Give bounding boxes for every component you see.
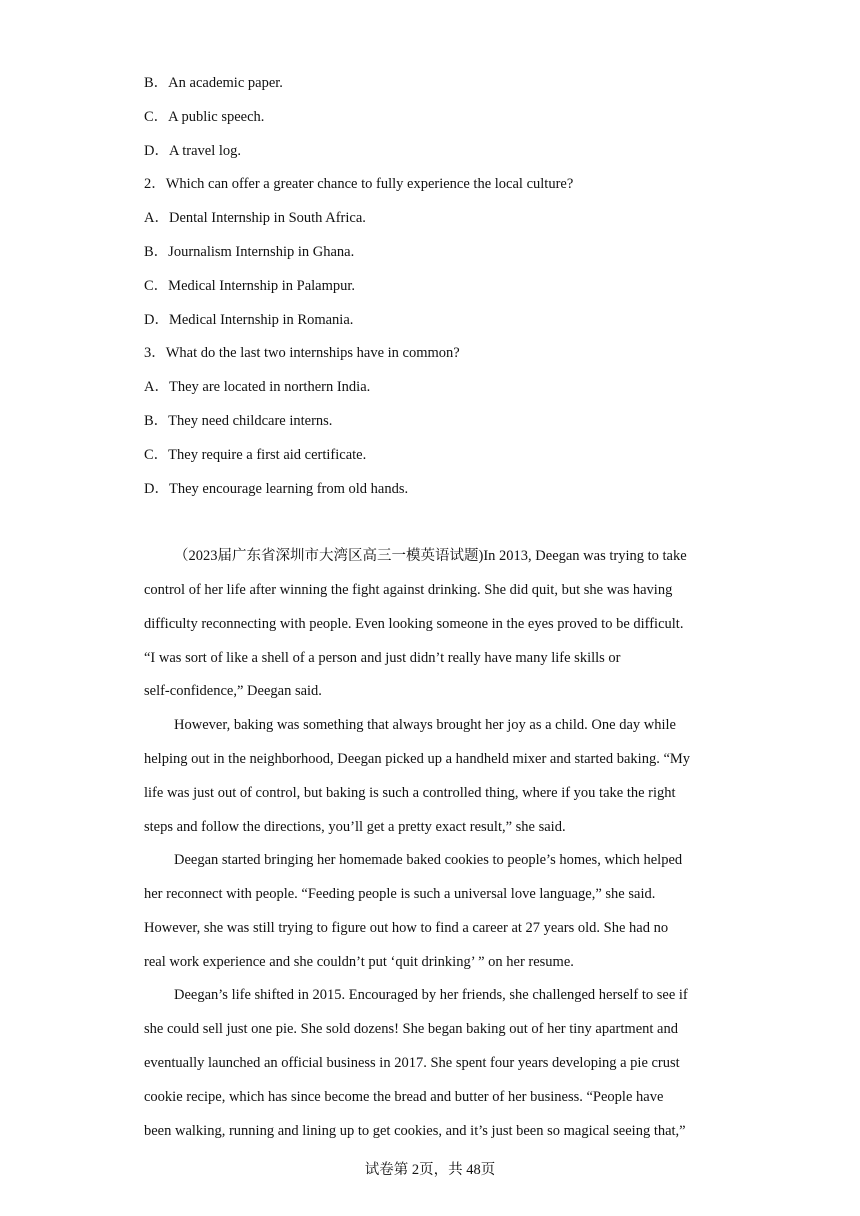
passage-line: Deegan started bringing her homemade baked cookies to people’s homes, which helped [174, 852, 683, 868]
passage-line: helping out in the neighborhood, Deegan picked up a handheld mixer and started baking. “My [144, 751, 691, 767]
passage-line: eventually launched an official business in 2017. She spent four years developing a pie crust [144, 1055, 680, 1071]
passage-line: control of her life after winning the fight against drinking. She did quit, but she was having [144, 582, 673, 598]
q2-option-c: C．Medical Internship in Palampur. [144, 278, 356, 294]
passage-line: steps and follow the directions, you’ll get a pretty exact result,” she said. [144, 819, 566, 835]
passage-line: However, baking was something that always brought her joy as a child. One day while [174, 717, 676, 733]
q2-option-b: B．Journalism Internship in Ghana. [144, 244, 355, 260]
q3-option-b: B．They need childcare interns. [144, 413, 333, 429]
q1-option-c: C．A public speech. [144, 109, 265, 125]
q3-stem: 3．What do the last two internships have in common? [144, 345, 460, 361]
passage-line: her reconnect with people. “Feeding people is such a universal love language,” she said. [144, 886, 656, 902]
passage-line: self-confidence,” Deegan said. [144, 683, 322, 699]
q2-option-a: A．Dental Internship in South Africa. [144, 210, 366, 226]
passage-line: difficulty reconnecting with people. Even looking someone in the eyes proved to be difficult. [144, 616, 684, 632]
q2-stem: 2．Which can offer a greater chance to fully experience the local culture? [144, 176, 574, 192]
q3-option-d: D．They encourage learning from old hands. [144, 481, 409, 497]
passage-line: cookie recipe, which has since become the bread and butter of her business. “People have [144, 1089, 664, 1105]
q1-option-d: D．A travel log. [144, 143, 242, 159]
q1-option-b: B．An academic paper. [144, 75, 283, 91]
page-number-footer: 试卷第 2页，共 48页 [364, 1162, 496, 1178]
passage-line: “I was sort of like a shell of a person and just didn’t really have many life skills or [144, 650, 621, 666]
passage-line: However, she was still trying to figure out how to find a career at 27 years old. She had no [144, 920, 669, 936]
q3-option-a: A．They are located in northern India. [144, 379, 371, 395]
q3-option-c: C．They require a first aid certificate. [144, 447, 367, 463]
q2-option-d: D．Medical Internship in Romania. [144, 312, 354, 328]
passage-line: she could sell just one pie. She sold dozens! She began baking out of her tiny apartment and [144, 1021, 678, 1037]
passage-line: real work experience and she couldn’t put ‘quit drinking’ ” on her resume. [144, 954, 574, 970]
passage-line: been walking, running and lining up to get cookies, and it’s just been so magical seeing that,” [144, 1123, 686, 1139]
passage-line: Deegan’s life shifted in 2015. Encouraged by her friends, she challenged herself to see if [174, 987, 688, 1003]
passage-line: （2023届广东省深圳市大湾区高三一模英语试题)In 2013, Deegan was trying to take [174, 548, 687, 564]
passage-line: life was just out of control, but baking is such a controlled thing, where if you take the right [144, 785, 676, 801]
